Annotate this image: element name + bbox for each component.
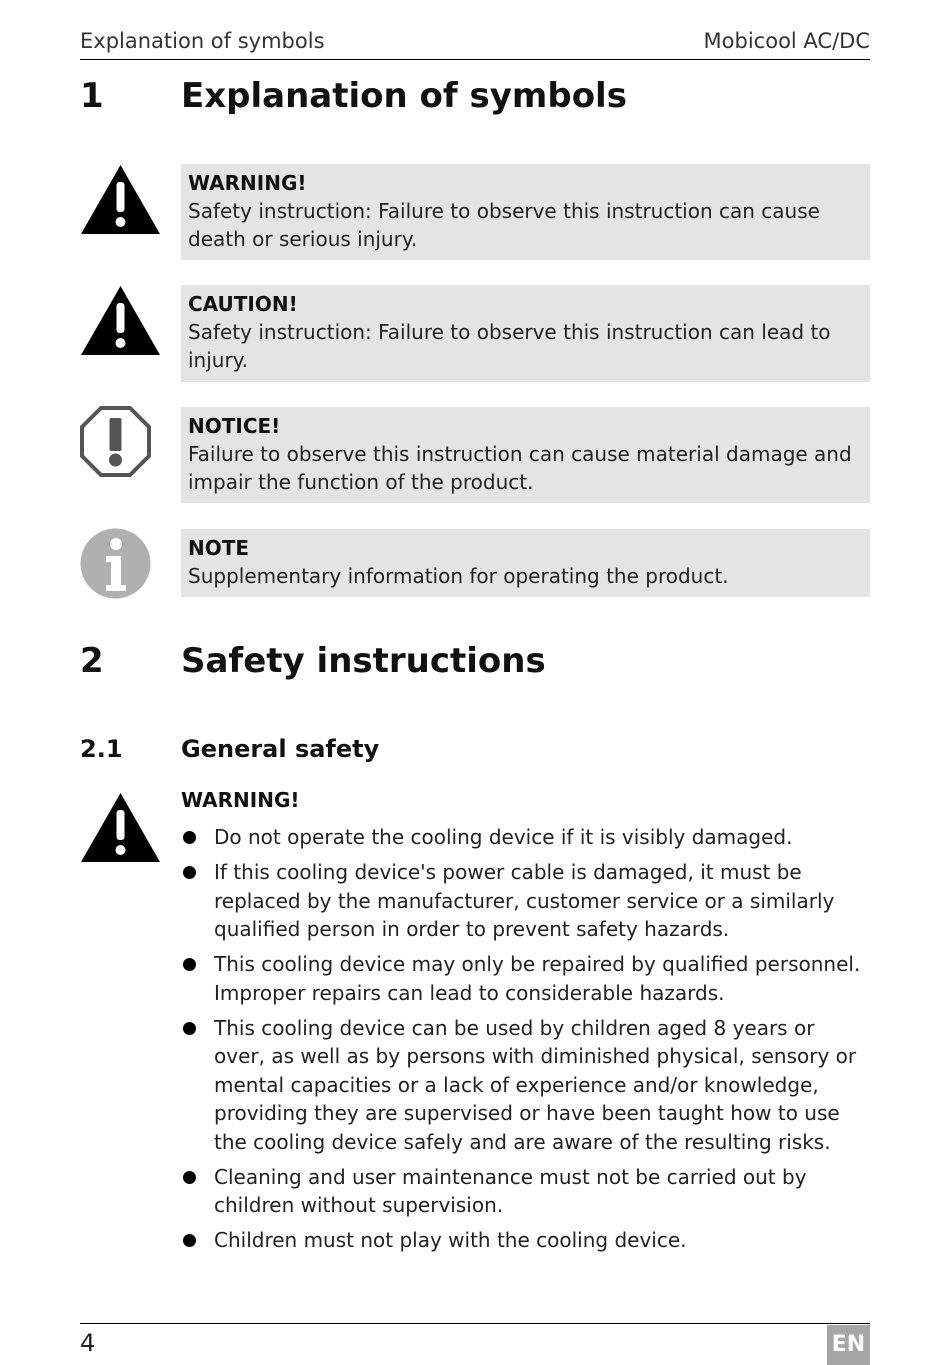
- language-badge: EN: [827, 1325, 870, 1365]
- running-header-product: Mobicool AC/DC: [703, 29, 870, 53]
- list-item: This cooling device may only be repaired by qualified personnel. Improper repairs can lead to considerable hazards.: [181, 950, 871, 1007]
- page-number: 4: [80, 1329, 96, 1357]
- caution-box-text: Safety instruction: Failure to observe this instruction can lead to injury.: [188, 320, 831, 372]
- general-safety-warning-icon: [80, 792, 161, 863]
- note-box-text: Supplementary information for operating the product.: [188, 564, 729, 588]
- list-item: Do not operate the cooling device if it is visibly damaged.: [181, 823, 871, 852]
- caution-box: [181, 285, 870, 382]
- header-divider: [80, 59, 870, 60]
- notice-box-text: Failure to observe this instruction can cause material damage and impair the function of the product.: [188, 442, 852, 494]
- warning-box-text: Safety instruction: Failure to observe this instruction can cause death or serious injury.: [188, 199, 820, 251]
- warning-box: [181, 164, 870, 260]
- caution-triangle-icon: [80, 285, 161, 356]
- notice-box: [181, 407, 870, 503]
- section-2-1-title: General safety: [181, 735, 380, 763]
- general-safety-warning-label: WARNING!: [181, 788, 300, 812]
- safety-bullet-list: [181, 823, 871, 1261]
- warning-box-title: WARNING!: [188, 171, 307, 195]
- list-item: If this cooling device's power cable is damaged, it must be replaced by the manufacturer, customer service or a similarly qualified person in order to prevent safety hazards.: [181, 858, 871, 944]
- caution-box-title: CAUTION!: [188, 292, 298, 316]
- warning-triangle-icon: [80, 164, 161, 235]
- list-item: This cooling device can be used by children aged 8 years or over, as well as by persons with diminished physical, sensory or mental capacities or a lack of experience and/or knowledge, providing they are supervised or have been taught how to use the cooling device safely and are aware of the resulting risks.: [181, 1014, 871, 1157]
- list-item: Children must not play with the cooling device.: [181, 1226, 871, 1255]
- list-item: Cleaning and user maintenance must not be carried out by children without supervision.: [181, 1163, 871, 1220]
- footer-divider: [80, 1323, 870, 1324]
- section-2-number: 2: [80, 641, 104, 681]
- notice-octagon-icon: [80, 406, 151, 477]
- note-box: [181, 529, 870, 597]
- note-box-title: NOTE: [188, 536, 250, 560]
- info-circle-icon: [80, 528, 151, 599]
- notice-box-title: NOTICE!: [188, 414, 281, 438]
- section-2-title: Safety instructions: [181, 641, 546, 681]
- section-2-1-number: 2.1: [80, 735, 123, 763]
- running-header-section: Explanation of symbols: [80, 29, 325, 53]
- section-1-title: Explanation of symbols: [181, 76, 627, 116]
- section-1-number: 1: [80, 76, 104, 116]
